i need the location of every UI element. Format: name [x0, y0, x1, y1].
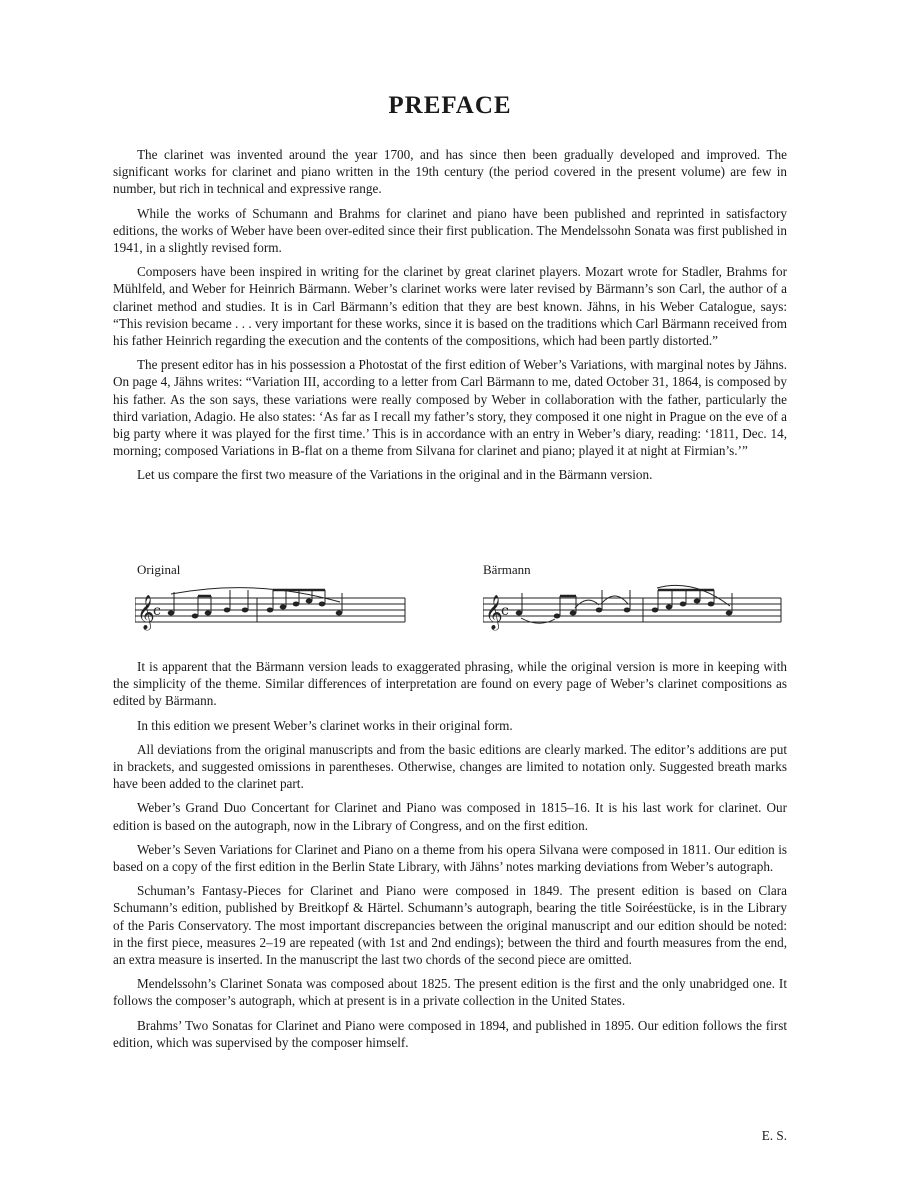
barmann-label: Bärmann [483, 562, 531, 577]
svg-text:c: c [153, 603, 161, 619]
paragraph: While the works of Schumann and Brahms for clarinet and piano have been published and reprinted in satisfactory editions, the works of Weber have been over-edited since their first publication. The Mendelssohn Sonata was first published in 1941, in a slightly revised form. [113, 205, 787, 256]
paragraph: The clarinet was invented around the year 1700, and has since then been gradually developed and improved. The significant works for clarinet and piano written in the 19th century (the period covered in the present volume) are few in number, but rich in technical and expressive range. [113, 147, 787, 197]
paragraph: It is apparent that the Bärmann version leads to exaggerated phrasing, while the original version is more in keeping with the simplicity of the theme. Similar differences of interpretation are found on every page of Weber’s clarinet compositions as edited by Bärmann. [113, 659, 787, 709]
barmann-staff [483, 584, 783, 636]
treble-clef-icon: 𝄞 [485, 595, 503, 630]
paragraph: The present editor has in his possession a Photostat of the first edition of Weber’s Variations, with marginal notes by Jähns. On page 4, Jähns writes: “Variation III, according to a letter from Carl Bärmann to me, dated October 31, 1864, is composed by his father. As the son says, these variations were really composed by Weber in collaboration with the father, particularly the third variation, Adagio. He also states: ‘As far as I recall my father’s story, they composed it one night in Prague on the eve of a big party where it was played for the first time.’ This is in accordance with an entry in Weber’s diary, reading: ‘1811, Dec. 14, morning; composed Variations in B-flat on a theme from Silvana for clarinet and piano; played it at night at Firmian’s.’” [113, 357, 787, 459]
original-label: Original [137, 562, 181, 577]
paragraph: Brahms’ Two Sonatas for Clarinet and Piano were composed in 1894, and published in 1895. Our edition follows the first edition, which was supervised by the composer himself. [113, 1017, 787, 1050]
paragraph: Schuman’s Fantasy-Pieces for Clarinet and Piano were composed in 1849. The present edition is based on Clara Schumann’s edition, published by Breitkopf & Härtel. Schumann’s autograph, bearing the title Soiréestücke, is in the Library of the Paris Conservatory. The most important discrepancies between the original manuscript and our edition should be noted: in the first piece, measures 2–19 are repeated (with 1st and 2nd endings); between the third and fourth measures from the end, an extra measure is inserted. In the manuscript the last two chords of the second piece are omitted. [113, 883, 787, 968]
paragraph: Let us compare the first two measure of the Variations in the original and in the Bärmann version. [137, 467, 653, 483]
original-staff [135, 584, 415, 636]
signature: E. S. [761, 1128, 787, 1143]
paragraph: Weber’s Grand Duo Concertant for Clarinet and Piano was composed in 1815–16. It is his last work for clarinet. Our edition is based on the autograph, now in the Library of Congress, and on the first edition. [113, 800, 787, 833]
paragraph: All deviations from the original manuscripts and from the basic editions are clearly marked. The editor’s additions are put in brackets, and suggested omissions in parentheses. Otherwise, changes are limited to notation only. Suggested breath marks have been added to the clarinet part. [113, 741, 787, 792]
paragraph: Mendelssohn’s Clarinet Sonata was composed about 1825. The present edition is the first and the only unabridged one. It follows the composer’s autograph, which at present is in a private collection in the United States. [113, 976, 787, 1009]
paragraph: In this edition we present Weber’s clarinet works in their original form. [137, 717, 513, 733]
svg-text:c: c [501, 603, 509, 619]
paragraph: Weber’s Seven Variations for Clarinet and Piano on a theme from his opera Silvana were composed in 1811. Our edition is based on a copy of the first edition in the Berlin State Library, with Jähns’ notes marking deviations from Weber’s autograph. [113, 841, 787, 875]
music-example [113, 560, 787, 640]
page-title: PREFACE [388, 92, 512, 119]
preface-text-lower [113, 658, 787, 1058]
paragraph: Composers have been inspired in writing for the clarinet by great clarinet players. Mozart wrote for Stadler, Brahms for Mühlfeld, and Weber for Heinrich Bärmann. Weber’s clarinet works were later revised by Bärmann’s son Carl, the author of a clarinet method and studies. It is in Carl Bärmann’s edition that they are best known. Jähns, in his Weber Catalogue, says: “This revision became . . . very important for these works, since it is based on the traditions which Carl Bärmann received from his father Heinrich regarding the execution and the contents of the compositions, which had been partly distorted.” [113, 264, 787, 349]
treble-clef-icon: 𝄞 [137, 595, 155, 630]
preface-text-upper [113, 146, 787, 491]
